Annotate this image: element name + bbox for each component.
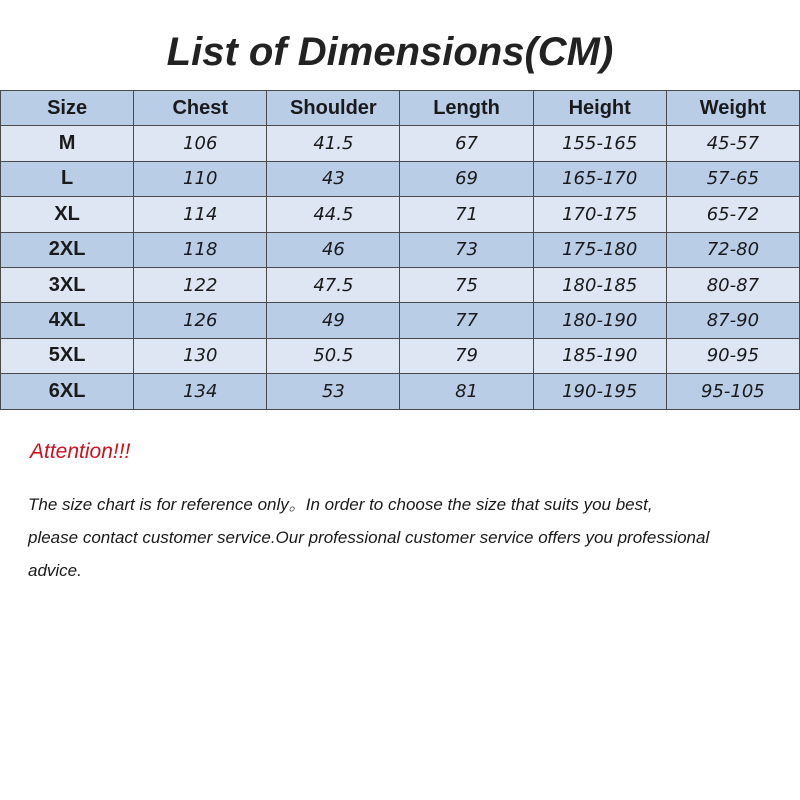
length-cell: 79 — [400, 338, 533, 373]
size-cell: 2XL — [1, 232, 134, 267]
chest-cell: 110 — [134, 161, 267, 196]
column-header-chest: Chest — [134, 91, 267, 126]
chest-cell: 122 — [134, 267, 267, 302]
table-row — [1, 374, 800, 409]
weight-cell: 87-90 — [666, 303, 799, 338]
height-cell: 170-175 — [533, 197, 666, 232]
table-row — [1, 232, 800, 267]
size-cell: L — [1, 161, 134, 196]
shoulder-cell: 47.5 — [267, 267, 400, 302]
size-note — [28, 488, 778, 587]
column-header-height: Height — [533, 91, 666, 126]
chest-cell: 134 — [134, 374, 267, 409]
table-row — [1, 197, 800, 232]
page-title: List of Dimensions(CM) — [166, 30, 614, 74]
chest-cell: 130 — [134, 338, 267, 373]
shoulder-cell: 43 — [267, 161, 400, 196]
shoulder-cell: 49 — [267, 303, 400, 338]
length-cell: 77 — [400, 303, 533, 338]
height-cell: 185-190 — [533, 338, 666, 373]
size-cell: 3XL — [1, 267, 134, 302]
length-cell: 75 — [400, 267, 533, 302]
weight-cell: 65-72 — [666, 197, 799, 232]
shoulder-cell: 44.5 — [267, 197, 400, 232]
shoulder-cell: 53 — [267, 374, 400, 409]
weight-cell: 45-57 — [666, 126, 799, 161]
weight-cell: 57-65 — [666, 161, 799, 196]
length-cell: 69 — [400, 161, 533, 196]
height-cell: 180-190 — [533, 303, 666, 338]
chest-cell: 114 — [134, 197, 267, 232]
size-cell: 6XL — [1, 374, 134, 409]
size-cell: M — [1, 126, 134, 161]
column-header-size: Size — [1, 91, 134, 126]
chest-cell: 126 — [134, 303, 267, 338]
weight-cell: 95-105 — [666, 374, 799, 409]
table-header-row — [1, 91, 800, 126]
column-header-shoulder: Shoulder — [267, 91, 400, 126]
height-cell: 165-170 — [533, 161, 666, 196]
length-cell: 81 — [400, 374, 533, 409]
column-header-length: Length — [400, 91, 533, 126]
height-cell: 175-180 — [533, 232, 666, 267]
length-cell: 73 — [400, 232, 533, 267]
table-row — [1, 338, 800, 373]
chest-cell: 118 — [134, 232, 267, 267]
weight-cell: 72-80 — [666, 232, 799, 267]
table-row — [1, 303, 800, 338]
size-cell: 5XL — [1, 338, 134, 373]
attention-heading: Attention!!! — [30, 440, 131, 463]
note-line: please contact customer service.Our professional customer service offers you professional — [28, 528, 710, 547]
height-cell: 180-185 — [533, 267, 666, 302]
size-cell: XL — [1, 197, 134, 232]
shoulder-cell: 41.5 — [267, 126, 400, 161]
column-header-weight: Weight — [666, 91, 799, 126]
table-row — [1, 267, 800, 302]
note-line: The size chart is for reference only。In order to choose the size that suits you best, — [28, 495, 653, 514]
note-line: advice. — [28, 561, 82, 580]
shoulder-cell: 46 — [267, 232, 400, 267]
weight-cell: 90-95 — [666, 338, 799, 373]
height-cell: 190-195 — [533, 374, 666, 409]
size-chart-table — [0, 90, 800, 410]
chest-cell: 106 — [134, 126, 267, 161]
length-cell: 67 — [400, 126, 533, 161]
shoulder-cell: 50.5 — [267, 338, 400, 373]
height-cell: 155-165 — [533, 126, 666, 161]
size-cell: 4XL — [1, 303, 134, 338]
length-cell: 71 — [400, 197, 533, 232]
table-row — [1, 161, 800, 196]
weight-cell: 80-87 — [666, 267, 799, 302]
table-row — [1, 126, 800, 161]
